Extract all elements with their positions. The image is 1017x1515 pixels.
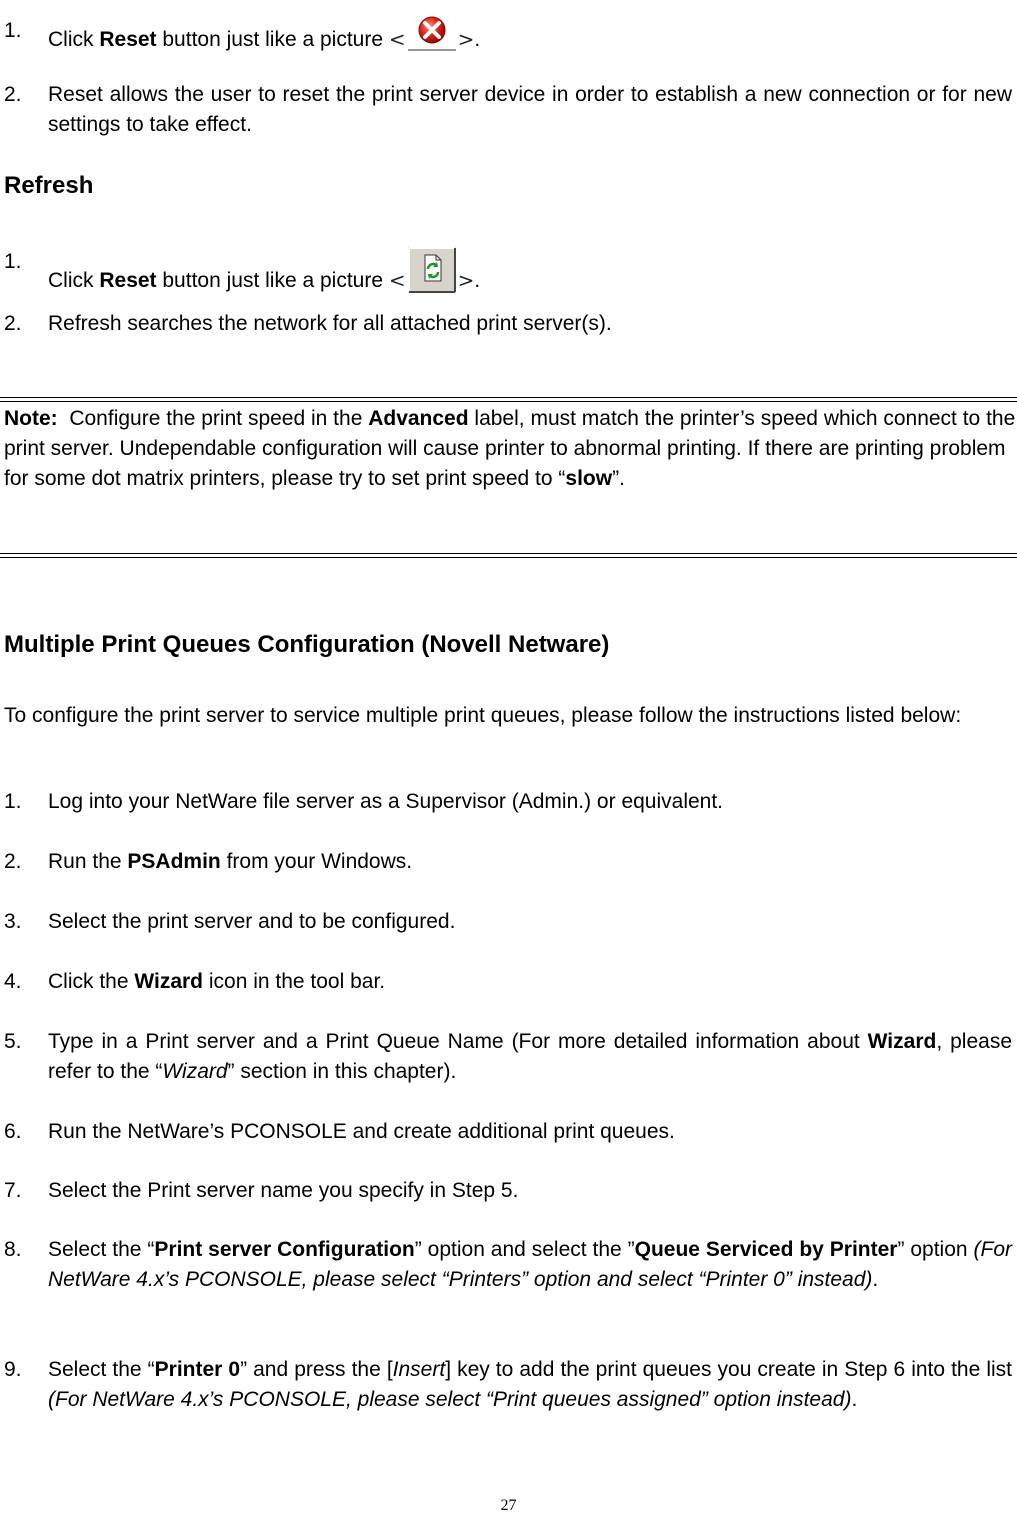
mpq-step-7: 7. Select the Print server name you specify in Step 5. bbox=[4, 1176, 1012, 1206]
step-number: 7. bbox=[4, 1179, 22, 1202]
step-number: 1. bbox=[4, 19, 22, 42]
step-number: 9. bbox=[4, 1358, 22, 1381]
mpq-step-1: 1. Log into your NetWare file server as a Supervisor (Admin.) or equivalent. bbox=[4, 787, 1012, 817]
step-number: 2. bbox=[4, 312, 22, 335]
mpq-step-4: 4. Click the Wizard icon in the tool bar. bbox=[4, 967, 1012, 997]
step-number: 8. bbox=[4, 1238, 22, 1261]
refresh-step-1: 1. Click Reset button just like a picture < >. bbox=[4, 247, 1012, 302]
step-number: 6. bbox=[4, 1120, 22, 1143]
reset-label: Reset bbox=[99, 269, 157, 292]
step-number: 4. bbox=[4, 970, 22, 993]
mpq-intro: To configure the print server to service multiple print queues, please follow the instructions listed below: bbox=[4, 704, 962, 727]
note-top-rule-inner bbox=[0, 401, 1017, 402]
note-label: Note: bbox=[4, 407, 58, 430]
refresh-icon bbox=[408, 247, 456, 302]
reset-label: Reset bbox=[99, 28, 157, 51]
step-number: 1. bbox=[4, 250, 22, 273]
mpq-step-3: 3. Select the print server and to be configured. bbox=[4, 907, 1012, 937]
note-bottom-rule bbox=[0, 553, 1017, 554]
mpq-step-6: 6. Run the NetWare’s PCONSOLE and create additional print queues. bbox=[4, 1117, 1012, 1147]
mpq-heading: Multiple Print Queues Configuration (Novell Netware) bbox=[4, 631, 610, 658]
reset-step-1: 1. Click Reset button just like a picture < >. bbox=[4, 16, 1012, 61]
note-bottom-rule-inner bbox=[0, 557, 1017, 558]
step-number: 1. bbox=[4, 790, 22, 813]
reset-step-2: 2. Reset allows the user to reset the print server device in order to establish a new connection or for new settings to take effect. bbox=[4, 80, 1012, 140]
note-top-rule bbox=[0, 397, 1017, 398]
step-number: 5. bbox=[4, 1030, 22, 1053]
close-x-icon bbox=[408, 16, 456, 61]
step-number: 3. bbox=[4, 910, 22, 933]
mpq-step-8: 8. Select the “Print server Configuration” option and select the ”Queue Serviced by Printer” option (For NetWare 4.x’s PCONSOLE, please select “Printers” option and select “Printer 0” instead). bbox=[4, 1235, 1012, 1295]
mpq-step-5: 5. Type in a Print server and a Print Queue Name (For more detailed information about Wizard, please refer to the “Wizard” section in this chapter). bbox=[4, 1027, 1012, 1087]
refresh-step-2: 2. Refresh searches the network for all attached print server(s). bbox=[4, 309, 1012, 339]
page-number: 27 bbox=[500, 1497, 517, 1514]
note-text: Note: Configure the print speed in the Advanced label, must match the printer’s speed which connect to the print server. Undependable configuration will cause printer to abnormal printing. If there are printing problem for some dot matrix printers, please try to set print speed to “slow”. bbox=[4, 407, 1016, 490]
mpq-step-2: 2. Run the PSAdmin from your Windows. bbox=[4, 847, 1012, 877]
mpq-step-9: 9. Select the “Printer 0” and press the [Insert] key to add the print queues you create in Step 6 into the list (For NetWare 4.x’s PCONSOLE, please select “Print queues assigned” option instead). bbox=[4, 1355, 1012, 1415]
step-number: 2. bbox=[4, 850, 22, 873]
refresh-heading: Refresh bbox=[4, 172, 94, 199]
step-number: 2. bbox=[4, 83, 22, 106]
